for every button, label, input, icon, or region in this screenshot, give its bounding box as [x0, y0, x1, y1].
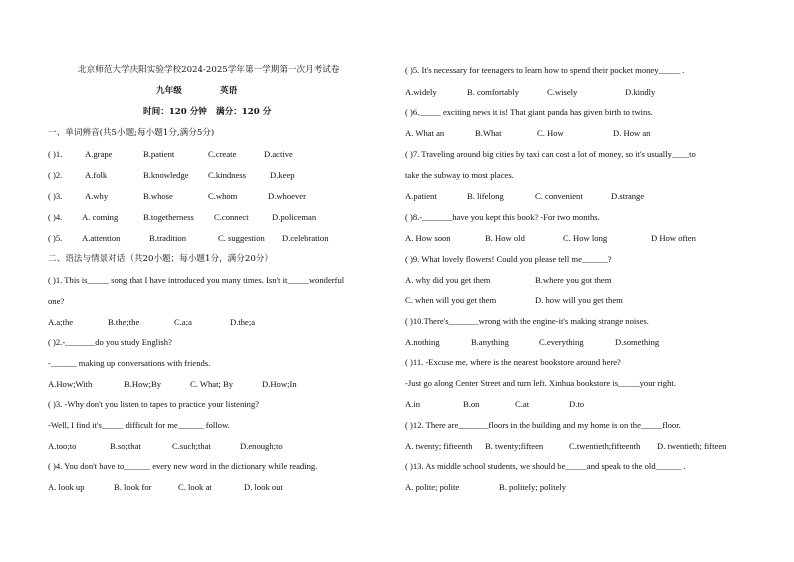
- s2-q1-option-d: D.the;a: [230, 317, 256, 327]
- exam-title: 北京师范大学庆阳实验学校2024-2025学年第一学期第一次月考试卷: [78, 65, 340, 75]
- s2-q13-option-a: A. polite; polite: [405, 482, 460, 492]
- s2-q11-line1: ( )11. -Excuse me, where is the nearest bookstore around here?: [405, 357, 621, 367]
- s2-q9-option-d: D. how will you get them: [535, 295, 623, 305]
- subject-label: 英语: [220, 86, 238, 96]
- s2-q11-option-c: C.at: [515, 399, 530, 409]
- s1-q3-num: ( )3.: [48, 191, 63, 201]
- s2-q6-option-c: C. How: [537, 128, 564, 138]
- s2-q6-line1: ( )6._____ exciting news it is! That giant panda has given birth to twins.: [405, 107, 653, 117]
- score-label: 满分：120 分: [216, 107, 272, 117]
- s2-q5-option-c: C.wisely: [547, 87, 578, 97]
- s2-q8-option-c: C. How long: [563, 233, 608, 243]
- s1-q4-option-b: B.togetherness: [143, 212, 194, 222]
- s1-q4-num: ( )4.: [48, 212, 63, 222]
- s1-q1-num: ( )1.: [48, 149, 63, 159]
- s2-q2-option-a: A.How;With: [48, 379, 93, 389]
- s2-q12-option-a: A. twenty; fifteenth: [405, 441, 473, 451]
- s2-q13-option-b: B. politely; politely: [499, 482, 567, 492]
- s1-q1-option-a: A.grape: [85, 149, 113, 159]
- s1-q1-option-b: B.patient: [143, 149, 175, 159]
- s2-q2-option-d: D.How;In: [262, 379, 297, 389]
- s2-q1-line1: ( )1. This is_____ song that I have introduced you many times. Isn't it_____wonderful: [48, 275, 345, 285]
- s1-q3-option-b: B.whose: [143, 191, 173, 201]
- s2-q12-line1: ( )12. There are_______floors in the building and my home is on the_____floor.: [405, 420, 681, 430]
- s2-q3-option-c: C.such;that: [172, 441, 211, 451]
- s2-q8-line1: ( )8.-_______have you kept this book? -For two months.: [405, 212, 600, 222]
- s2-q4-line1: ( )4. You don't have to______ every new word in the dictionary while reading.: [48, 461, 318, 471]
- s1-q5-option-c: C. suggestion: [218, 233, 265, 243]
- s2-q7-option-d: D.strange: [611, 191, 645, 201]
- s2-q8-option-a: A. How soon: [405, 233, 451, 243]
- s2-q5-option-d: D.kindly: [625, 87, 656, 97]
- s1-q2-option-c: C.kindness: [208, 170, 246, 180]
- time-label: 时间：120 分钟: [143, 107, 207, 117]
- s2-q5-option-a: A.widely: [405, 87, 437, 97]
- s2-q5-line1: ( )5. It's necessary for teenagers to learn how to spend their pocket money_____ .: [405, 65, 685, 75]
- s2-q6-option-a: A. What an: [405, 128, 445, 138]
- s2-q7-option-c: C. convenient: [535, 191, 583, 201]
- s1-q5-option-b: B.tradition: [149, 233, 186, 243]
- s2-q3-option-b: B.so;that: [110, 441, 141, 451]
- s1-q5-option-a: A.attention: [82, 233, 121, 243]
- s2-q9-line1: ( )9. What lovely flowers! Could you please tell me______?: [405, 254, 612, 264]
- s1-q4-option-c: C.connect: [214, 212, 249, 222]
- s2-q10-option-a: A.nothing: [405, 337, 440, 347]
- s2-q7-line2: take the subway to most places.: [405, 170, 514, 180]
- s2-q4-option-a: A. look up: [48, 482, 85, 492]
- s1-q2-option-b: B.knowledge: [143, 170, 189, 180]
- s2-q11-option-d: D.to: [569, 399, 585, 409]
- s2-q2-line2: -______ making up conversations with friends.: [48, 358, 211, 368]
- s1-q2-num: ( )2.: [48, 170, 63, 180]
- s2-q2-option-c: C. What; By: [190, 379, 234, 389]
- s2-q9-option-b: B.where you got them: [535, 275, 612, 285]
- s2-q8-option-d: D How often: [651, 233, 696, 243]
- s2-q7-option-b: B. lifelong: [467, 191, 504, 201]
- s2-q5-option-b: B. comfortably: [467, 87, 520, 97]
- s2-q10-line1: ( )10.There's_______wrong with the engine-it's making strange noises.: [405, 316, 649, 326]
- s2-q1-option-a: A.a;the: [48, 317, 74, 327]
- s1-q3-option-c: C.whom: [208, 191, 238, 201]
- grade-label: 九年级: [156, 86, 182, 96]
- s1-q4-option-a: A. coming: [82, 212, 119, 222]
- s2-q4-option-d: D. look out: [244, 482, 283, 492]
- s2-q12-option-c: C.twentieth;fifteenth: [569, 441, 641, 451]
- s2-q12-option-b: B. twenty;fifteen: [485, 441, 544, 451]
- s2-q1-line2: one?: [48, 296, 65, 306]
- s2-q1-option-c: C.a;a: [174, 317, 192, 327]
- s2-q10-option-c: C.everything: [539, 337, 584, 347]
- s2-q6-option-b: B.What: [475, 128, 502, 138]
- s2-q7-option-a: A.patient: [405, 191, 437, 201]
- s2-q6-option-d: D. How an: [613, 128, 651, 138]
- s2-q9-option-c: C. when will you get them: [405, 295, 497, 305]
- s2-q3-line2: -Well, I find it's_____ difficult for me______ follow.: [48, 420, 230, 430]
- s1-q2-option-a: A.folk: [85, 170, 108, 180]
- s2-q4-option-c: C. look at: [178, 482, 212, 492]
- s2-q11-option-b: B.on: [463, 399, 480, 409]
- s2-q3-option-d: D.enough;to: [240, 441, 283, 451]
- section2-heading: 二、语法与情景对话（共20小题；每小题1分，满分20分）: [48, 254, 273, 264]
- s1-q4-option-d: D.policeman: [272, 212, 317, 222]
- s2-q8-option-b: B. How old: [485, 233, 525, 243]
- s2-q7-line1: ( )7. Traveling around big cities by taxi can cost a lot of money, so it's usually____to: [405, 149, 696, 159]
- s2-q3-option-a: A.too;to: [48, 441, 77, 451]
- s1-q2-option-d: D.keep: [270, 170, 295, 180]
- s1-q5-num: ( )5.: [48, 233, 63, 243]
- section1-heading: 一、单词辨音(共5小题;每小题1分,满分5分): [48, 128, 215, 138]
- s2-q3-line1: ( )3. -Why don't you listen to tapes to practice your listening?: [48, 399, 260, 409]
- s2-q13-line1: ( )13. As middle school students, we should be_____and speak to the old______ .: [405, 461, 686, 471]
- s2-q10-option-b: B.anything: [471, 337, 509, 347]
- s2-q4-option-b: B. look for: [114, 482, 152, 492]
- s2-q12-option-d: D. twentieth; fifteen: [657, 441, 727, 451]
- s1-q3-option-a: A.why: [85, 191, 109, 201]
- s1-q1-option-c: C.create: [208, 149, 237, 159]
- s1-q5-option-d: D.celebration: [282, 233, 329, 243]
- s2-q1-option-b: B.the;the: [108, 317, 140, 327]
- s1-q1-option-d: D.active: [264, 149, 293, 159]
- s2-q9-option-a: A. why did you get them: [405, 275, 491, 285]
- s2-q10-option-d: D.something: [615, 337, 660, 347]
- s2-q11-option-a: A.in: [405, 399, 421, 409]
- s2-q2-line1: ( )2.-_______do you study English?: [48, 337, 172, 347]
- s1-q3-option-d: D.whoever: [268, 191, 306, 201]
- s2-q11-line2: -Just go along Center Street and turn left. Xinhua bookstore is_____your right.: [405, 378, 676, 388]
- s2-q2-option-b: B.How;By: [124, 379, 162, 389]
